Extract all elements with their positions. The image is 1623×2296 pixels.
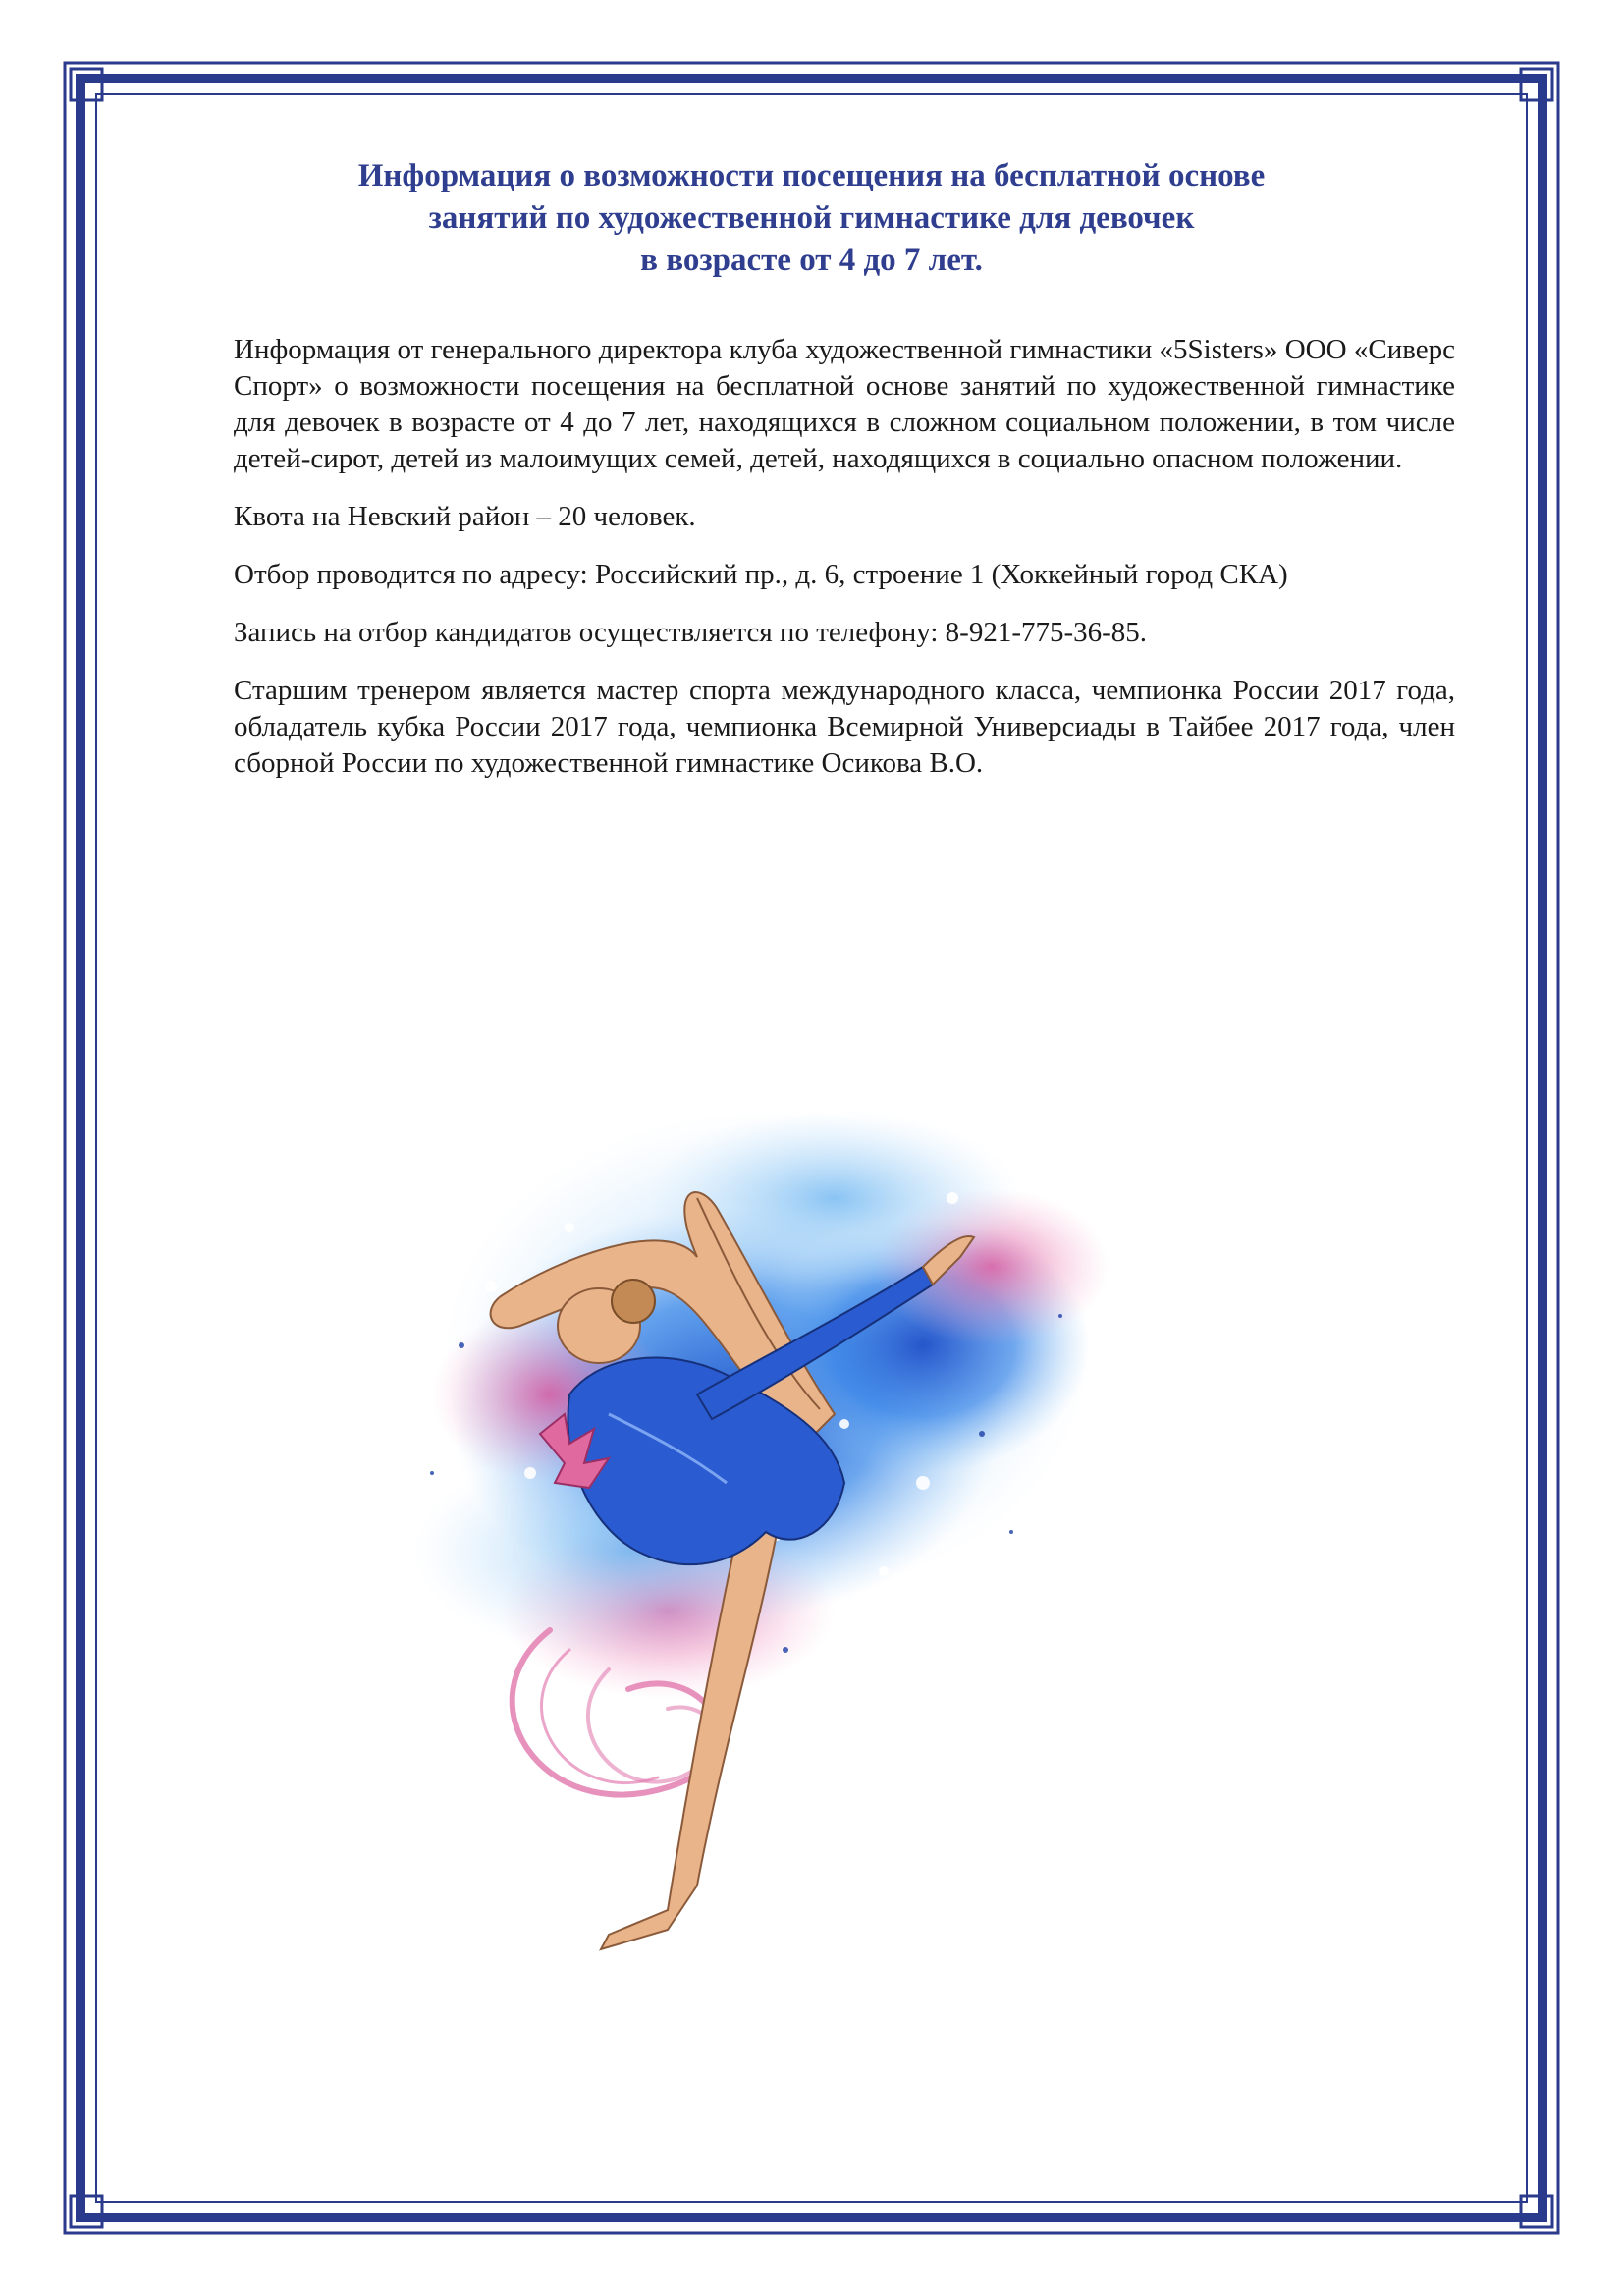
phone-paragraph: Запись на отбор кандидатов осуществляется по телефону: 8-921-775-36-85. (234, 617, 1148, 648)
quota-paragraph: Квота на Невский район – 20 человек. (234, 501, 696, 532)
gymnast-illustration-icon (373, 1021, 1257, 1984)
coach-paragraph: Старшим тренером является мастер спорта международного класса, чемпионка России 2017 года, обладатель кубка России 2017 года, чемпионка Всемирной Универсиады в Тайбее 2017 года, член сборной России по художественной гимнастике Осикова В.О. (234, 675, 1455, 779)
title-line: в возрасте от 4 до 7 лет. (640, 243, 983, 278)
page-title (147, 155, 1476, 282)
document-body (234, 332, 1455, 803)
title-line: Информация о возможности посещения на бесплатной основе (357, 158, 1266, 193)
title-line: занятий по художественной гимнастике для девочек (428, 200, 1195, 236)
address-paragraph: Отбор проводится по адресу: Российский пр., д. 6, строение 1 (Хоккейный город СКА) (234, 559, 1288, 590)
intro-paragraph: Информация от генерального директора клуба художественной гимнастики «5Sisters» ООО «Сиверс Спорт» о возможности посещения на бесплатной основе занятий по художественной гимнастике для девочек в возрасте от 4 до 7 лет, находящихся в сложном социальном положении, в том числе детей-сирот, детей из малоимущих семей, детей, находящихся в социально опасном положении. (234, 334, 1455, 474)
